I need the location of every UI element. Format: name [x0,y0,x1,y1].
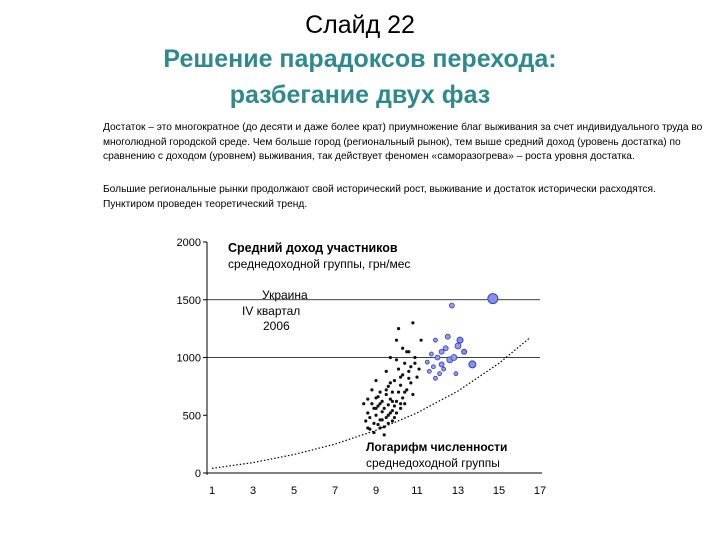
data-point [438,372,442,376]
x-tick-label: 3 [249,485,257,497]
slide-title-line2: разбегание двух фаз [229,81,491,109]
data-point [385,370,388,373]
inset-label-country: Украина [262,288,308,302]
data-point [385,393,388,396]
slide-title-line1: Решение парадоксов перехода: [163,45,557,73]
data-point [389,381,392,384]
data-point [370,402,373,405]
data-point [401,396,404,399]
data-point [395,411,398,414]
data-point [409,381,412,384]
data-point [397,367,400,370]
data-point [403,391,406,394]
data-point [488,294,498,304]
data-point [457,337,463,343]
data-point [413,356,416,359]
x-axis-label: Логарифм численности [366,440,508,454]
data-point [415,376,418,379]
data-point [389,356,392,359]
data-point [417,367,420,370]
data-point [381,418,384,421]
data-point [374,407,377,410]
data-point [425,360,429,364]
data-point [411,393,414,396]
chart-title: Средний доход участников [228,241,398,255]
data-point [391,419,394,422]
data-point [383,425,386,428]
y-tick-label: 1000 [176,352,201,365]
data-point [454,372,458,376]
data-point [429,352,433,356]
data-point [411,321,414,324]
y-tick-label: 1500 [176,294,201,307]
y-tick-label: 0 [194,468,201,480]
data-point [393,416,396,419]
data-point [407,370,410,373]
data-point [399,402,402,405]
data-point [387,414,390,417]
data-point [445,334,450,339]
data-point [364,419,367,422]
x-tick-label: 11 [411,485,423,497]
data-point [439,349,444,354]
data-point [391,409,394,412]
y-tick-label: 500 [182,410,201,423]
data-point [399,376,402,379]
data-point [368,416,371,419]
y-tick-label: 2000 [176,237,201,249]
data-point [433,338,437,342]
data-point [387,422,390,425]
data-point [442,367,446,371]
chart-subtitle: среднедоходной группы, грн/мес [228,257,411,271]
data-point [379,426,382,429]
data-point [381,410,384,413]
x-tick-label: 5 [290,485,298,497]
paragraph-1: Достаток – это многократное (до десяти и даже более крат) приумножение благ выживания за счет индивидуального труда во многолюдной городской среде. Чем больше город (региональный рынок), тем выше средний доход (уровень достатка) по сравнению с доходом (уровнем) выживания, так действует феномен «саморазогрева» – роста уровня достатка. [103,122,703,162]
paragraph-2: Большие региональные рынки продолжают свой исторический рост, выживание и достаток исторически расходятся. Пунктиром проведен теоретический тренд. [103,184,656,210]
data-point [407,377,410,380]
data-point [455,343,461,349]
data-point [366,397,369,400]
data-point [403,362,406,365]
data-point [385,388,388,391]
slide-number: Слайд 22 [305,11,415,39]
data-point [427,369,431,373]
data-point [391,391,394,394]
data-point [399,384,402,387]
data-point [451,355,457,361]
x-tick-label: 1 [208,485,216,497]
x-tick-label: 7 [331,485,339,497]
x-axis-label-line2: среднедоходной группы [366,456,500,470]
data-point [393,379,396,382]
data-point [449,303,454,308]
data-point [397,391,400,394]
data-point [366,411,369,414]
data-point [401,347,404,350]
data-point [383,433,386,436]
data-point [439,362,444,367]
inset-label-period: IV квартал [242,304,301,318]
data-point [366,426,369,429]
data-point [409,365,412,368]
data-point [462,349,467,354]
data-point [391,400,394,403]
data-point [379,402,382,405]
data-point [443,346,448,351]
data-point [376,423,379,426]
data-point [413,362,416,365]
data-point [403,402,406,405]
data-point [387,403,390,406]
data-point [372,431,375,434]
data-point [372,422,375,425]
data-point [376,395,379,398]
data-point [387,385,390,388]
data-point [395,358,398,361]
data-point [395,400,398,403]
data-point [393,404,396,407]
x-tick-label: 17 [533,485,547,497]
x-tick-label: 13 [451,485,465,497]
data-point [397,327,400,330]
data-point [374,379,377,382]
data-point [370,388,373,391]
data-point [383,407,386,410]
x-tick-label: 15 [492,485,506,497]
data-point [374,414,377,417]
data-point [420,339,423,342]
data-point [431,365,435,369]
data-point [362,402,365,405]
data-point [395,339,398,342]
x-tick-label: 9 [372,485,380,497]
data-point [433,376,437,380]
data-point [379,391,382,394]
data-point [405,350,408,353]
data-point [469,361,476,368]
data-point [435,355,440,360]
inset-label-year: 2006 [263,319,290,333]
data-point [399,407,402,410]
